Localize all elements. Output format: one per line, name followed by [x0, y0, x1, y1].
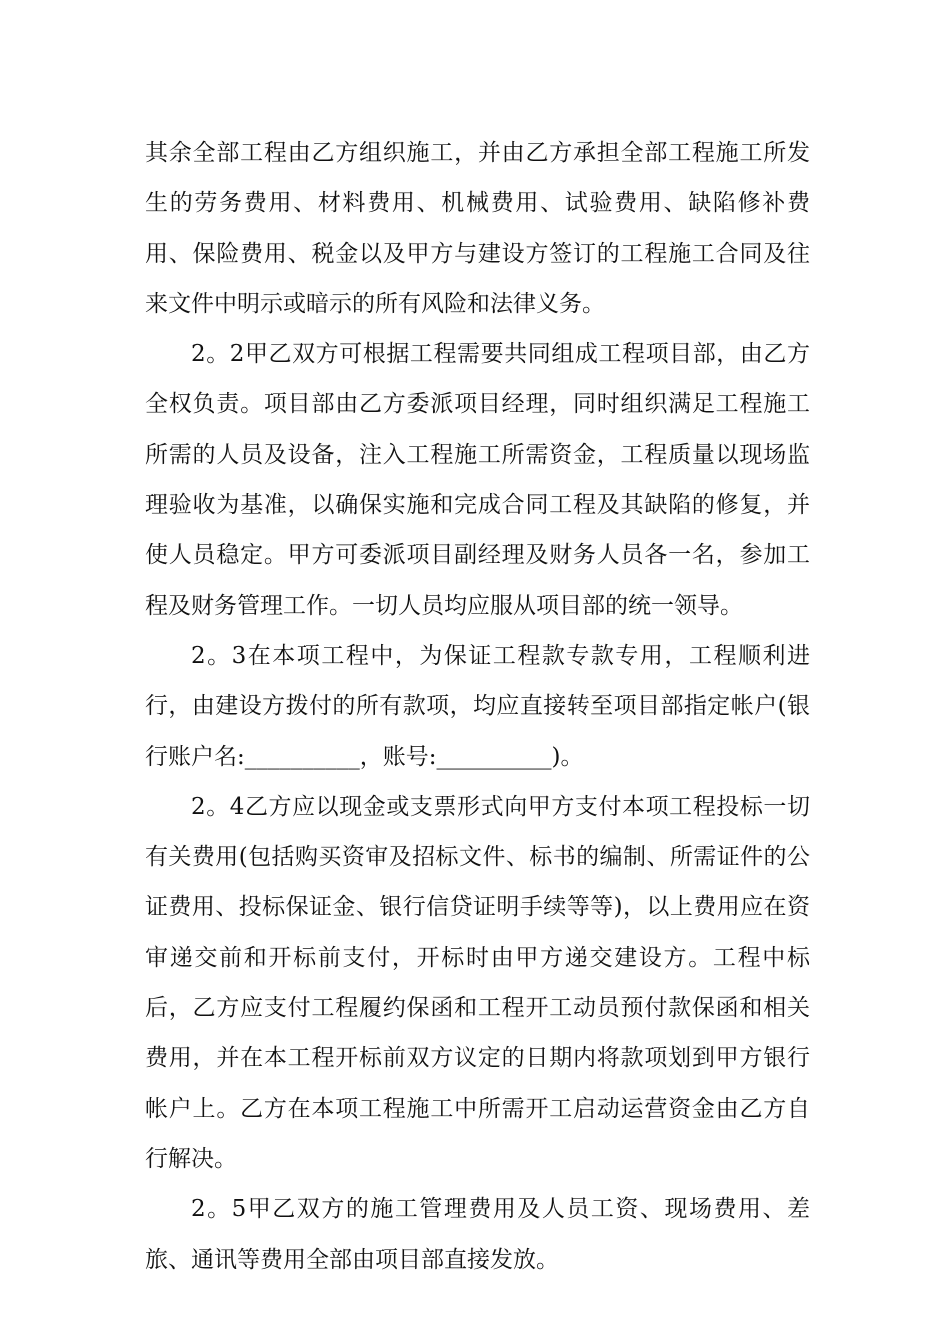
paragraph-2-5: 2。5甲乙双方的施工管理费用及人员工资、现场费用、差旅、通讯等费用全部由项目部直接发放。 — [145, 1196, 810, 1273]
paragraph-2-2: 2。2甲乙双方可根据工程需要共同组成工程项目部，由乙方全权负责。项目部由乙方委派项目经理，同时组织满足工程施工所需的人员及设备，注入工程施工所需资金，工程质量以现场监理验收为基准，以确保实施和完成合同工程及其缺陷的修复，并使人员稳定。甲方可委派项目副经理及财务人员各一名，参加工程及财务管理工作。一切人员均应服从项目部的统一领导。 — [145, 341, 810, 619]
paragraph-2-4: 2。4乙方应以现金或支票形式向甲方支付本项工程投标一切有关费用(包括购买资审及招标文件、标书的编制、所需证件的公证费用、投标保证金、银行信贷证明手续等等)，以上费用应在资审递交前和开标前支付，开标时由甲方递交建设方。工程中标后，乙方应支付工程履约保函和工程开工动员预付款保函和相关费用，并在本工程开标前双方议定的日期内将款项划到甲方银行帐户上。乙方在本项工程施工中所需开工启动运营资金由乙方自行解决。 — [145, 793, 810, 1172]
document-body — [145, 128, 810, 1285]
paragraph-continuation: 其余全部工程由乙方组织施工，并由乙方承担全部工程施工所发生的劳务费用、材料费用、机械费用、试验费用、缺陷修补费用、保险费用、税金以及甲方与建设方签订的工程施工合同及往来文件中明示或暗示的所有风险和法律义务。 — [145, 140, 810, 317]
paragraph-2-3: 2。3在本项工程中，为保证工程款专款专用，工程顺利进行，由建设方拨付的所有款项，均应直接转至项目部指定帐户(银行账户名:__________，账号:__________)。 — [145, 642, 810, 770]
